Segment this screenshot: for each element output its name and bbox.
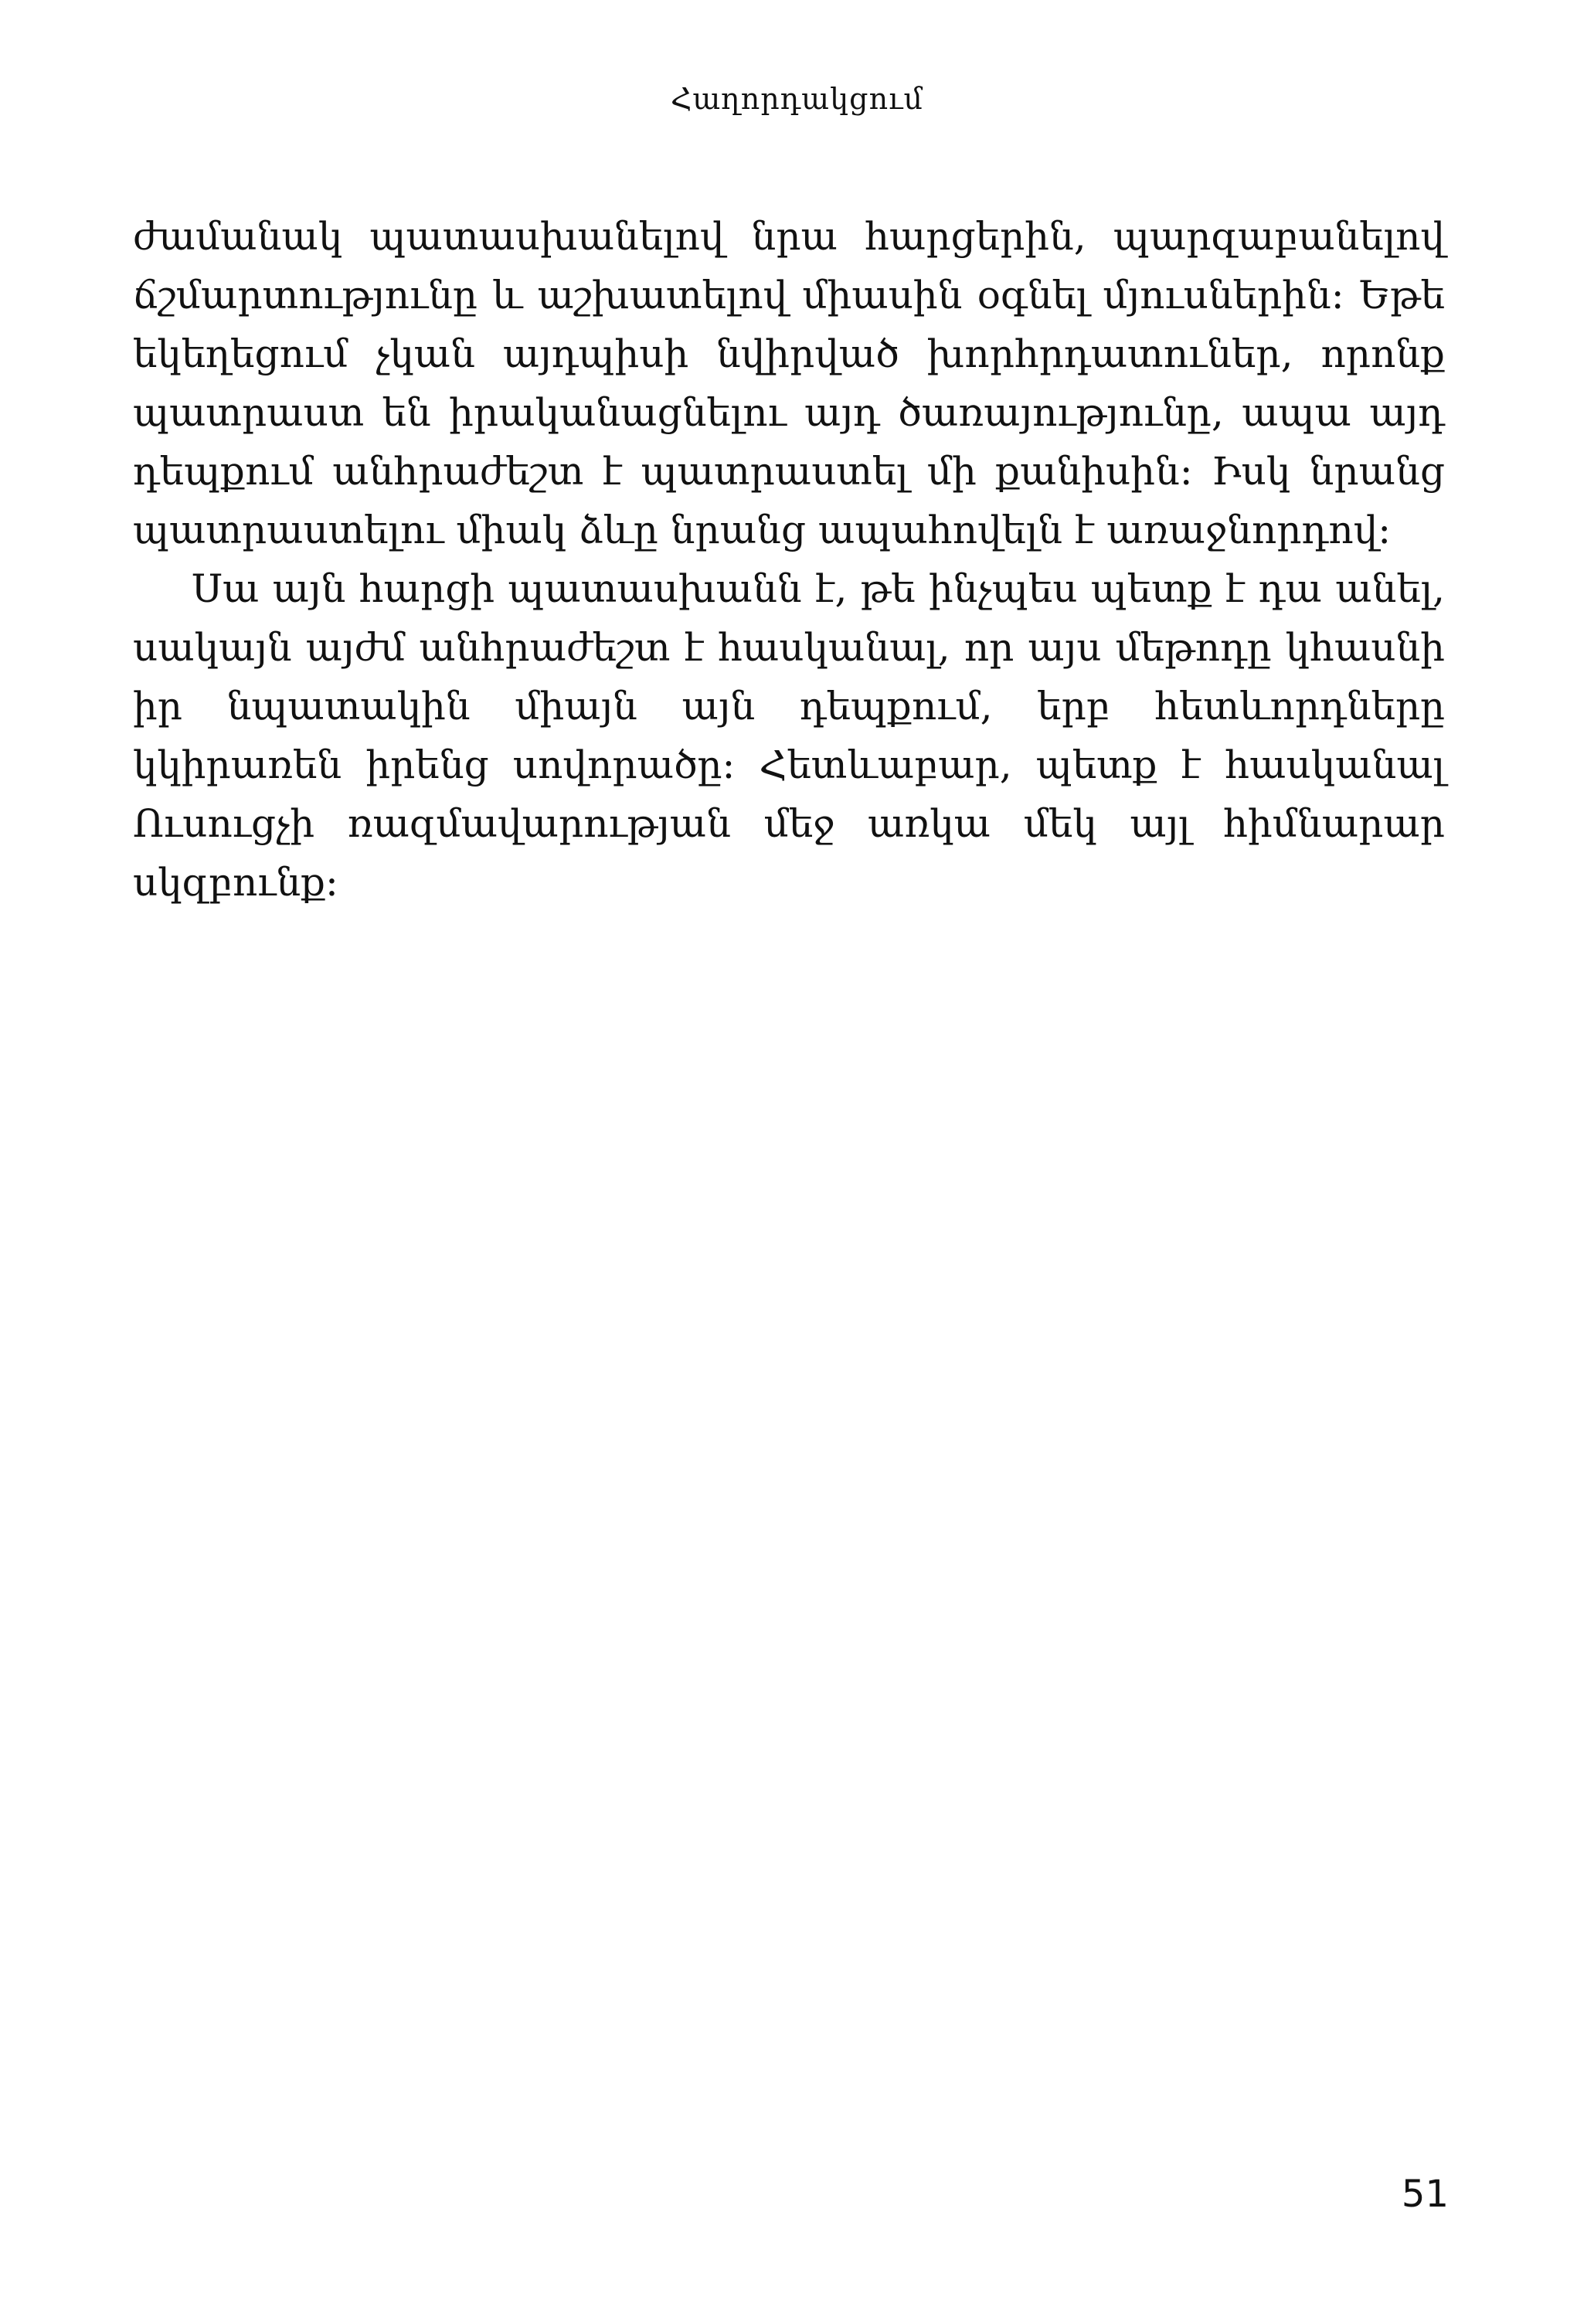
paragraph: Սա այն հարցի պատասխանն է, թե ինչպես պետք է դա անել, սակայն այժմ անհրաժեշտ է հասկանալ, որ այս մեթոդը կհասնի իր նպատակին միայն այն դեպքում, երբ հետևորդները կկիրառեն իրենց սովորածը: Հետևաբար, պետք է հասկանալ Ուսուցչի ռազմավարության մեջ առկա մեկ այլ հիմնարար սկզբունք: [133,566,1445,905]
page-number: 51 [1401,2173,1449,2216]
running-header: Հաղորդակցում [671,82,923,116]
paragraph-continued: ժամանակ պատասխանելով նրա հարցերին, պարզաբանելով ճշմարտությունը և աշխատելով միասին օգնել մյուսներին: Եթե եկեղեցում չկան այդպիսի նվիրված խորհրդատուներ, որոնք պատրաստ են իրականացնելու այդ ծառայությունը, ապա այդ դեպքում անհրաժեշտ է պատրաստել մի քանիսին: Իսկ նրանց պատրաստելու միակ ձևը նրանց ապահովելն է առաջնորդով: [133,214,1445,552]
body-text [133,207,1445,912]
